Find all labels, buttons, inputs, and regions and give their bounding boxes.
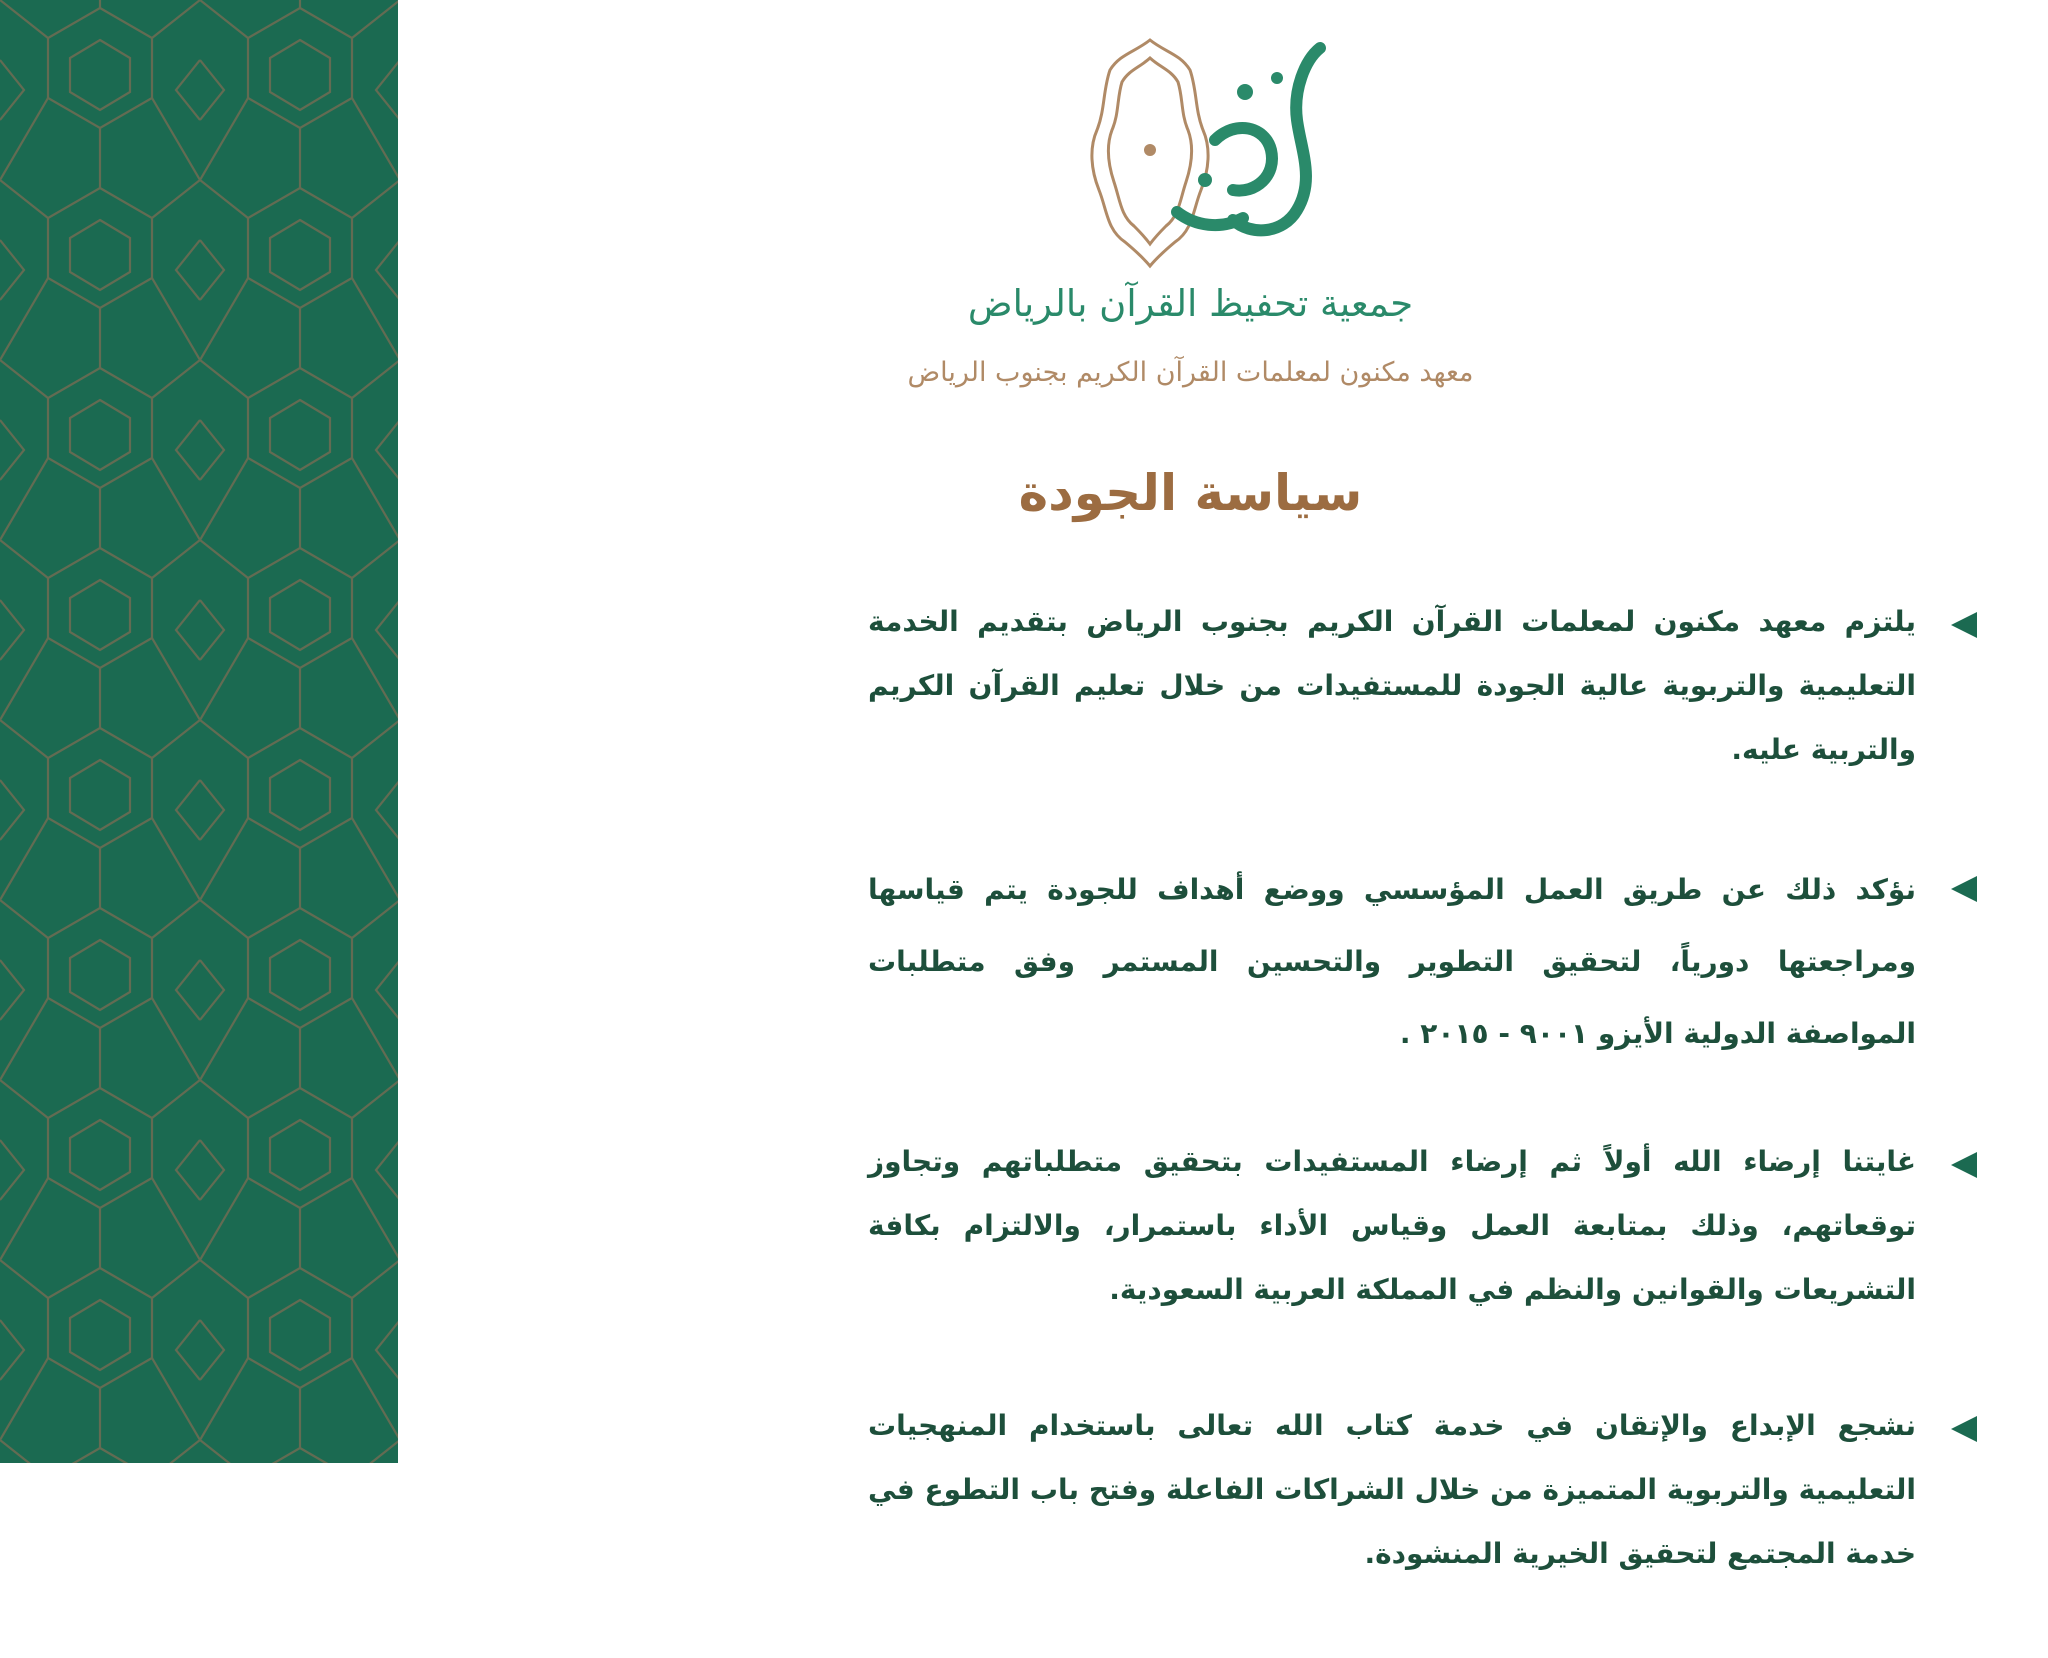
policy-text-2: نؤكد ذلك عن طريق العمل المؤسسي ووضع أهداف للجودة يتم قياسها ومراجعتها دورياً، لتحقيق التطوير والتحسين المستمر وفق متطلبات المواصفة الدولية الأيزو ٩٠٠١ - ٢٠١٥ . [868,873,1916,1050]
policy-text-3: غايتنا إرضاء الله أولاً ثم إرضاء المستفيدات بتحقيق متطلباتهم وتجاوز توقعاتهم، وذلك بمتابعة العمل وقياس الأداء باستمرار، والالتزام بكافة التشريعات والقوانين والنظم في المملكة العربية السعودية. [868,1145,1916,1306]
logo [1065,30,1335,270]
policy-text-4: نشجع الإبداع والإتقان في خدمة كتاب الله تعالى باستخدام المنهجيات التعليمية والتربوية المتميزة من خلال الشراكات الفاعلة وفتح باب التطوع في خدمة المجتمع لتحقيق الخيرية المنشودة. [868,1409,1916,1570]
policy-text-1: يلتزم معهد مكنون لمعلمات القرآن الكريم بجنوب الرياض بتقديم الخدمة التعليمية والتربوية عالية الجودة للمستفيدات من خلال تعليم القرآن الكريم والتربية عليه. [868,605,1916,766]
logo-emblem-icon [1065,30,1335,270]
policy-item-4 [868,1394,1983,1586]
institute-name: معهد مكنون لمعلمات القرآن الكريم بجنوب الرياض [907,357,1474,388]
decorative-side-panel [0,0,398,1463]
triangle-left-icon [1951,1150,1977,1180]
geometric-pattern-icon [0,0,398,1463]
policy-list [868,590,1983,1658]
policy-item-3 [868,1130,1983,1322]
triangle-left-icon [1951,874,1977,904]
page-title: سياسة الجودة [1018,464,1363,522]
organization-name: جمعية تحفيظ القرآن بالرياض [967,282,1414,325]
triangle-left-icon [1951,610,1977,640]
main-content [398,0,2048,1570]
policy-item-1 [868,590,1983,782]
policy-item-2 [868,854,1983,1070]
triangle-left-icon [1951,1414,1977,1444]
